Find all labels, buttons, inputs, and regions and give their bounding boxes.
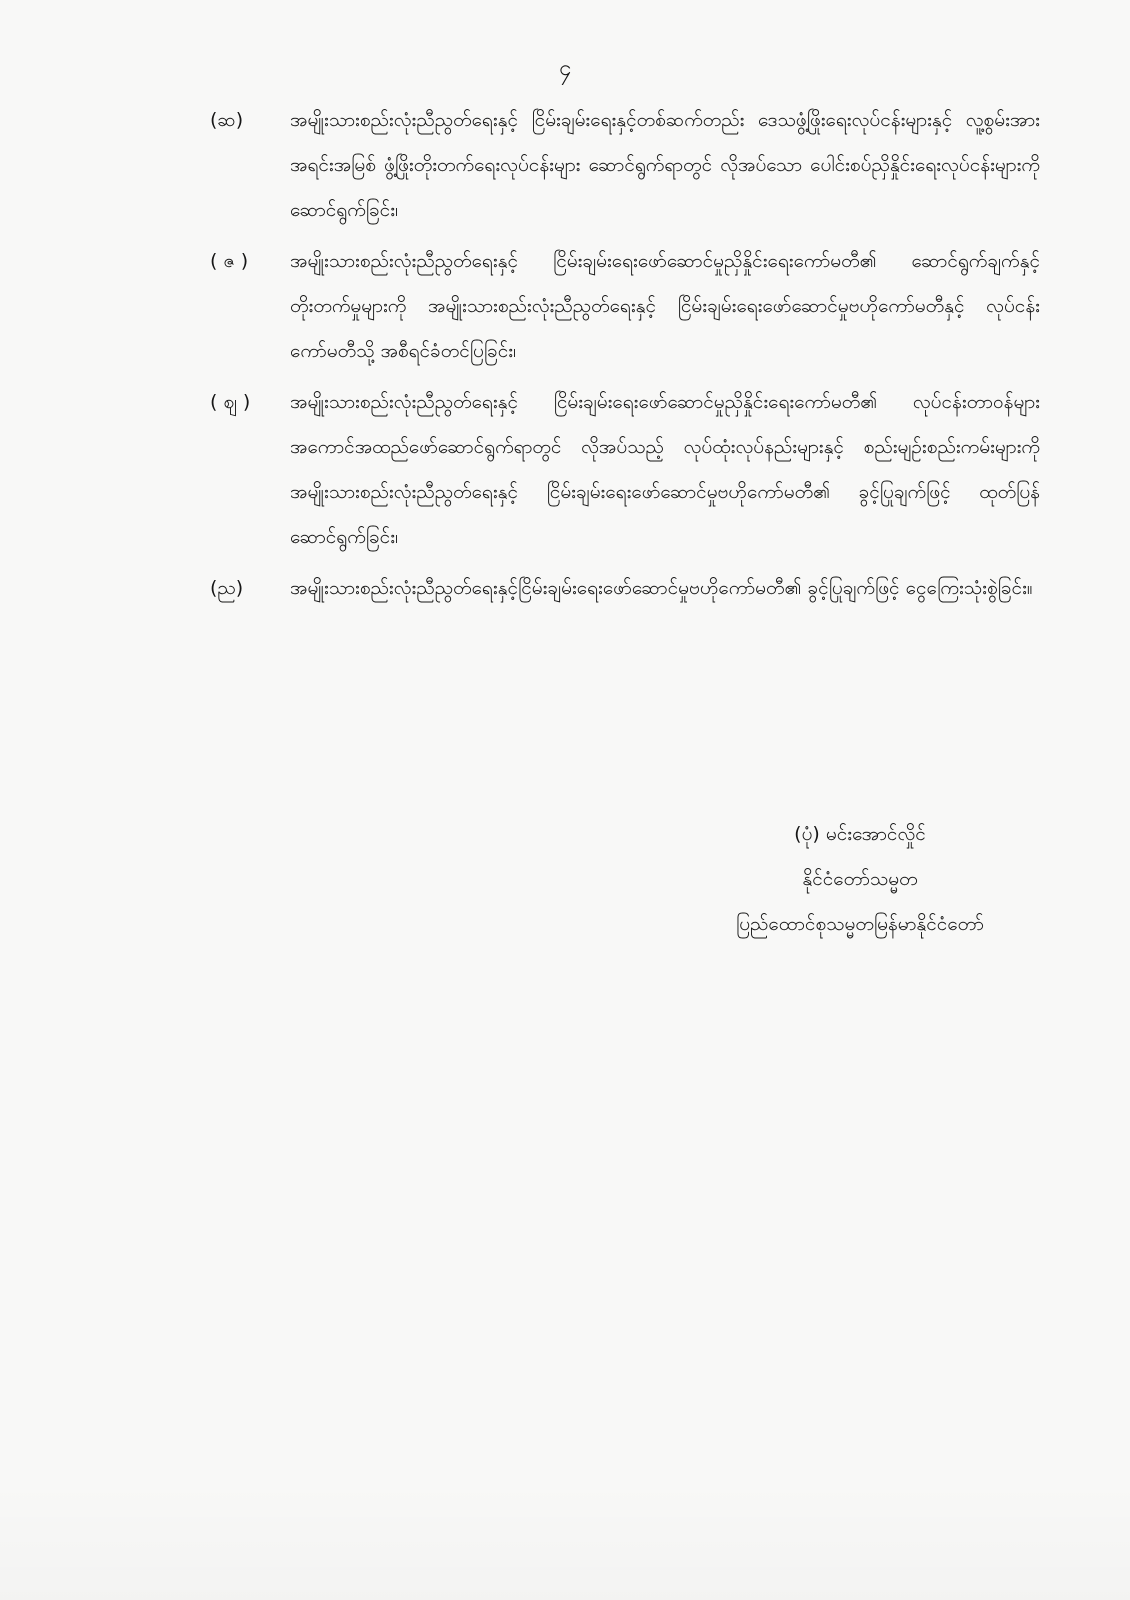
signatory-name: (ပုံ) မင်းအောင်လှိုင် [794,823,926,845]
clause-text: အမျိုးသားစည်းလုံးညီညွတ်ရေးနှင့် ငြိမ်းချမ်းရေးနှင့်တစ်ဆက်တည်း ဒေသဖွံ့ဖြိုးရေးလုပ်ငန်းများနှင့် လူ့စွမ်းအားအရင်းအမြစ် ဖွံ့ဖြိုးတိုးတက်ရေးလုပ်ငန်းများ ဆောင်ရွက်ရာတွင် လိုအပ်သော ပေါင်းစပ်ညှိနှိုင်းရေးလုပ်ငန်းများကို ဆောင်ရွက်ခြင်း၊ [290,109,1040,221]
clause-label: ( ဇ ) [210,250,249,272]
clause-text: အမျိုးသားစည်းလုံးညီညွတ်ရေးနှင့်ငြိမ်းချမ်းရေးဖော်ဆောင်မှုဗဟိုကော်မတီ၏ ခွင့်ပြုချက်ဖြင့် ငွေကြေးသုံးစွဲခြင်း။ [290,577,1033,599]
clause-text: အမျိုးသားစည်းလုံးညီညွတ်ရေးနှင့် ငြိမ်းချမ်းရေးဖော်ဆောင်မှုညှိနှိုင်းရေးကော်မတီ၏ ဆောင်ရွက်ချက်နှင့် တိုးတက်မှုများကို အမျိုးသားစည်းလုံးညီညွတ်ရေးနှင့် ငြိမ်းချမ်းရေးဖော်ဆောင်မှုဗဟိုကော်မတီနှင့် လုပ်ငန်းကော်မတီသို့ အစီရင်ခံတင်ပြခြင်း၊ [290,250,1040,362]
signatory-state: ပြည်ထောင်စုသမ္မတမြန်မာနိုင်ငံတော် [736,913,984,935]
clause-item [210,98,1040,233]
clause-label: (ဆ) [210,109,244,131]
scan-shadow [0,1480,1130,1600]
page-number: ၄ [558,56,572,81]
signatory-title: နိုင်ငံတော်သမ္မတ [802,868,918,890]
clause-text: အမျိုးသားစည်းလုံးညီညွတ်ရေးနှင့် ငြိမ်းချမ်းရေးဖော်ဆောင်မှုညှိနှိုင်းရေးကော်မတီ၏ လုပ်ငန်းတာဝန်များ အကောင်အထည်ဖော်ဆောင်ရွက်ရာတွင် လိုအပ်သည့် လုပ်ထုံးလုပ်နည်းများနှင့် စည်းမျဉ်းစည်းကမ်းများကို အမျိုးသားစည်းလုံးညီညွတ်ရေးနှင့် ငြိမ်းချမ်းရေးဖော်ဆောင်မှုဗဟိုကော်မတီ၏ ခွင့်ပြုချက်ဖြင့် ထုတ်ပြန်ဆောင်ရွက်ခြင်း၊ [290,391,1040,548]
clause-item [210,380,1040,560]
signature-block [660,812,1060,947]
clause-label: ( ဈ ) [210,391,251,413]
clause-list [210,98,1040,617]
clause-item [210,239,1040,374]
clause-label: (ည) [210,577,244,599]
clause-item [210,566,1040,611]
